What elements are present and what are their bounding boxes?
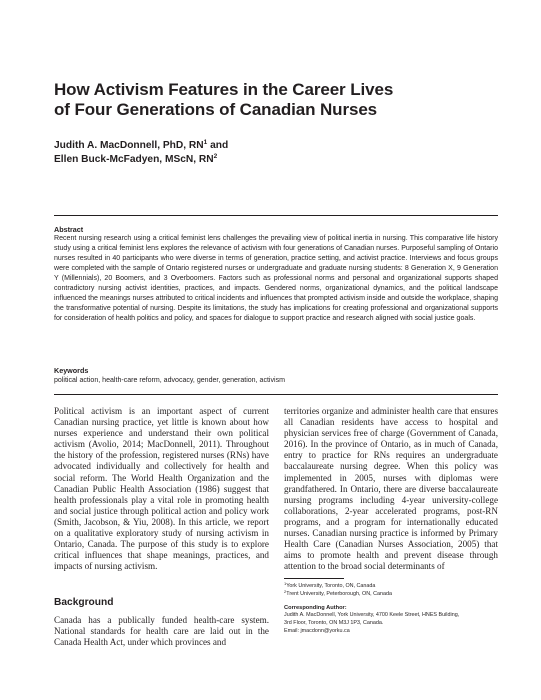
corresponding-line: Judith A. MacDonnell, York University, 4700 Keele Street, HNES Building, — [284, 612, 460, 618]
corresponding-author-details — [284, 612, 498, 636]
author-affiliation-mark: 2 — [213, 153, 218, 160]
corresponding-line: 3rd Floor, Toronto, ON M3J 1P3, Canada. — [284, 619, 384, 626]
author-1 — [54, 139, 494, 153]
abstract-heading: Abstract — [54, 225, 84, 234]
right-column-paragraph: territories organize and administer health care that ensures all Canadian residents have access to hospital and physician services free of charge (Government of Canada, 2016). In the province of Ontario, as in much of Canada, entry to practice for RNs requires an undergraduate baccalaureate nursing degree. When this policy was implemented in 2005, nurses with diplomas were grandfathered. In Ontario, there are diverse baccalaureate nursing programs including 4-year university-college collaborations, 2-year accelerated programs, post-RN programs, and a program for internationally educated nurses. Canadian nursing practice is informed by Primary Health Care (Canadian Nurses Association, 2005) that aims to promote health and prevent disease through attention to the broad social determinants of — [284, 406, 498, 572]
body-column-left — [54, 406, 269, 572]
keywords-heading: Keywords — [54, 366, 89, 375]
author-list — [54, 139, 494, 167]
keywords-text: political action, health-care reform, advocacy, gender, generation, activism — [54, 377, 285, 384]
corresponding-email: Email: jmacdonn@yorku.ca — [284, 627, 350, 634]
abstract-top-rule — [54, 215, 498, 216]
footnote-text: Trent University, Peterborough, ON, Canada — [286, 591, 392, 597]
footnote-rule — [284, 578, 344, 579]
article-title — [54, 80, 494, 120]
corresponding-author-heading: Corresponding Author: — [284, 605, 347, 611]
background-paragraph: Canada has a publically funded health-care system. National standards for health care are laid out in the Canada Health Act, under which provinces and — [54, 615, 269, 648]
author-name: Judith A. MacDonnell, PhD, RN — [54, 140, 204, 151]
intro-paragraph: Political activism is an important aspect of current Canadian nursing practice, yet little is known about how nurses experience and understand their own political activism (Avolio, 2014; MacDonnell, 2011). Throughout the history of the profession, registered nurses (RNs) have advocated individually and collectively for health and social reform. The World Health Organization and the Canadian Public Health Association (1986) suggest that health professionals play a vital role in promoting health and social justice through political action and policy work (Smith, Jacobson, & Yiu, 2008). In this article, we report on a qualitative exploratory study of nursing activism in Ontario, Canada. The purpose of this study is to explore critical influences that shape meanings, practices, and impacts of nursing activism. — [54, 406, 269, 572]
body-column-right — [284, 406, 498, 572]
footnote-mark: 1 — [284, 581, 287, 586]
title-line-1: How Activism Features in the Career Lives — [54, 80, 394, 99]
author-affiliation-mark: 1 — [203, 139, 208, 146]
footnote-2 — [284, 591, 498, 599]
background-heading: Background — [54, 597, 114, 608]
footnote-mark: 2 — [284, 589, 287, 594]
footnote-1 — [284, 583, 498, 591]
abstract-text: Recent nursing research using a critical feminist lens challenges the prevailing view of political inertia in nursing. This comparative life history study using a critical feminist lens explores the relevance of activism with four generations of Canadian nurses. Purposeful sampling of Ontario nurses resulted in 40 participants who were diverse in terms of generation, practice setting, and activist practice. Interviews and focus groups were completed with the sample of Ontario registered nurses or undergraduate and graduate nursing students: 8 Generation X, 9 Generation Y (Millennials), 20 Boomers, and 3 Overboomers. Factors such as professional norms and personal and organizational supports shaped contradictory nursing activist identities, practices, and impacts. Gendered norms, organizational dynamics, and the political landscape influenced the meanings nurses attributed to critical incidents and influences that prompted activism inside and outside the workplace, shaping the transformative potential of nursing. Despite its limitations, the study has implications for creating professional and organizational supports for consideration of health politics and policy, and spaces for dialogue to support practice and research aligned with social justice goals. — [54, 235, 498, 323]
author-name: Ellen Buck-McFadyen, MScN, RN — [54, 154, 214, 165]
title-line-2: of Four Generations of Canadian Nurses — [54, 100, 378, 119]
keywords-bottom-rule — [54, 394, 498, 395]
author-connector: and — [207, 140, 229, 151]
footnote-text: York University, Toronto, ON, Canada — [286, 583, 376, 589]
author-2 — [54, 153, 494, 167]
